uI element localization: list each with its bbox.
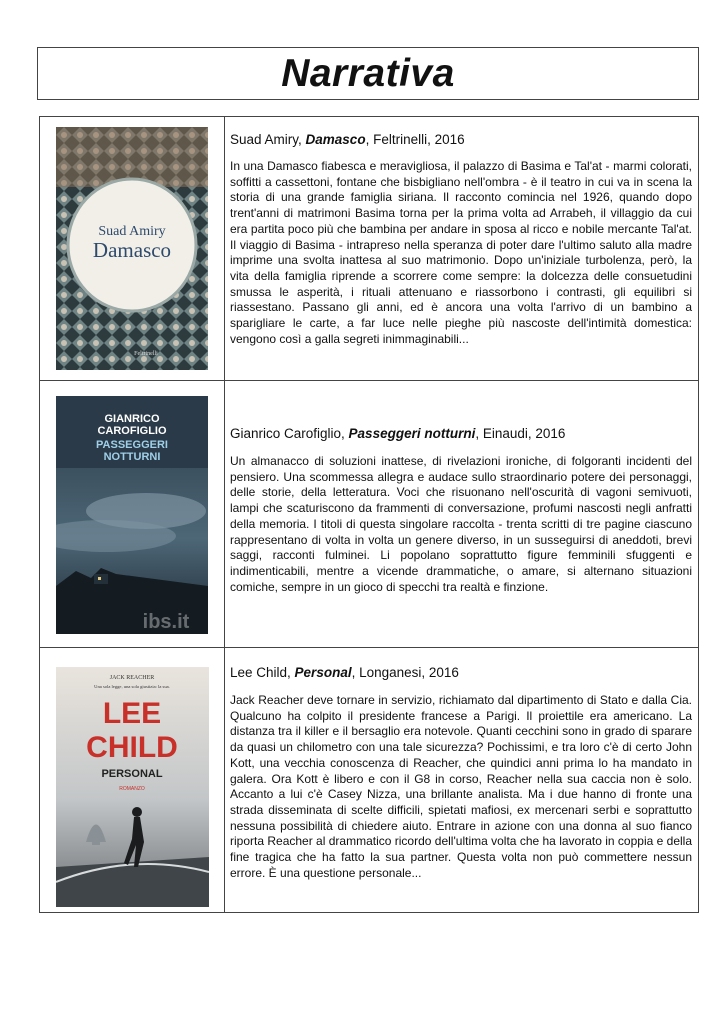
book-author: Gianrico Carofiglio, [230,426,349,441]
book-publisher: , Longanesi, 2016 [351,665,459,680]
book-title: Personal [294,665,352,680]
description-cell [225,381,699,648]
cover-genre: ROMANZO [119,786,145,792]
table-row [40,117,699,381]
book-author: Lee Child, [230,665,295,680]
book-description: Un almanacco di soluzioni inattese, di rivelazioni ironiche, di folgoranti incidenti del pensiero. Una scommessa allegra e audace sullo straordinario potere dei personaggi, delle storie, della letteratura. Voci che risuonano nell'oscurità di vagoni semivuoti, lampi che scaturiscono da frammenti di conversazione, profumi nascosti negli anfratti della memoria. I titoli di questa singolare raccolta - trenta scritti di tre pagine ciascuno rappresentano di volta in volta un genere diverso, in un susseguirsi di aneddoti, brevi saggi, racconti fulminei. Li popolano soprattutto figure femminili sfuggenti e indimenticabili, mentre a vicende drammatiche, o amare, si alternano situazioni comiche, sempre in un gioco di specchi tra realtà e finzione. [230,454,692,594]
page-title-box [37,47,699,100]
cover-author-first: GIANRICO [104,413,160,425]
cover-watermark: ibs.it [142,611,190,633]
book-publisher: , Einaudi, 2016 [475,426,566,441]
cover-title-1: PASSEGGERI [96,439,168,451]
cover-image-personal [56,667,209,907]
book-publisher: , Feltrinelli, 2016 [365,132,465,147]
table-row [40,381,699,648]
cover-cell [40,648,225,913]
page-title: Narrativa [281,51,455,95]
book-table [39,116,699,913]
cover-image-damasco [56,127,208,370]
book-description: Jack Reacher deve tornare in servizio, richiamato dal dipartimento di Stato e dalla Cia. Qualcuno ha colpito il presidente francese a Parigi. Il proiettile era americano. La distanza tra il killer e il bersaglio era notevole. Quanti cecchini sono in grado di sparare da quasi un chilometro con una tale sicurezza? Pochissimi, e tra loro c'è di certo John Kott, una vecchia conoscenza di Reacher, che quindici anni prima lo ha mandato in galera. Ora Kott è libero e con il G8 in corso, Reacher nella sua caccia non è solo. Accanto a lui c'è Casey Nizza, una brillante analista. Ma i due hanno di fronte una strada disseminata di scelte difficili, spietati mafiosi, ex mercenari serbi e soprattutto nessuna possibilità di chiedere aiuto. Entrare in azione con una donna al suo fianco riporta Reacher al drammatico ricordo dell'ultima volta che ha lavorato in coppia e della fine tragica che ha fatto la sua partner. Questa volta non può commettere nessun errore. È una questione personale... [230,693,692,880]
cover-title: PERSONAL [101,768,163,780]
cover-author-first: LEE [102,697,162,730]
cover-author-last: CAROFIGLIO [97,425,167,437]
description-cell [225,648,699,913]
cover-author: Suad Amiry [98,224,166,239]
cover-image-passeggeri-notturni [56,396,208,634]
book-heading [230,665,692,680]
table-row [40,648,699,913]
book-author: Suad Amiry, [230,132,306,147]
cover-title-2: NOTTURNI [103,451,161,463]
cover-title: Damasco [92,238,172,262]
book-title: Damasco [305,132,366,147]
cover-series: JACK REACHER [109,675,155,681]
book-heading [230,132,692,147]
cover-cell [40,381,225,648]
book-description: In una Damasco fiabesca e meravigliosa, il palazzo di Basima e Tal'at - marmi colorati, soffitti a cassettoni, fontane che bisbigliano nell'ombra - è il teatro in cui va in scena la storia di una grande famiglia siriana. Il racconto comincia nel 1926, quando dopo trent'anni di matrimoni Basima torna per la prima volta ad Arrabeh, il villaggio da cui era partita poco più che bambina per andare in sposa al ricco e nobile mercante Tal'at. Il viaggio di Basima - intrapreso nella speranza di poter dare l'ultimo saluto alla madre imprime una svolta inattesa al suo matrimonio. Dopo un'iniziale turbolenza, però, la vita della famiglia riprende a scorrere come sempre: la dolcezza delle consuetudini smussa le asperità, i rituali attenuano e riassorbono i contrasti, gli equilibri si riassestano. Passano gli anni, ed è ancora una volta l'arrivo di un bambino a sparigliare le carte, a far luce nelle pieghe più nascoste dell'intimità domestica: vengono così a galla segreti inimmaginabili... [230,159,692,346]
book-heading [230,426,692,441]
cover-tagline: Una sola legge, una sola giustizia: la sua. [94,684,170,689]
book-title: Passeggeri notturni [348,426,476,441]
cover-author-last: CHILD [86,731,178,764]
description-cell [225,117,699,381]
cover-cell [40,117,225,381]
cover-publisher: Feltrinelli [134,351,158,357]
